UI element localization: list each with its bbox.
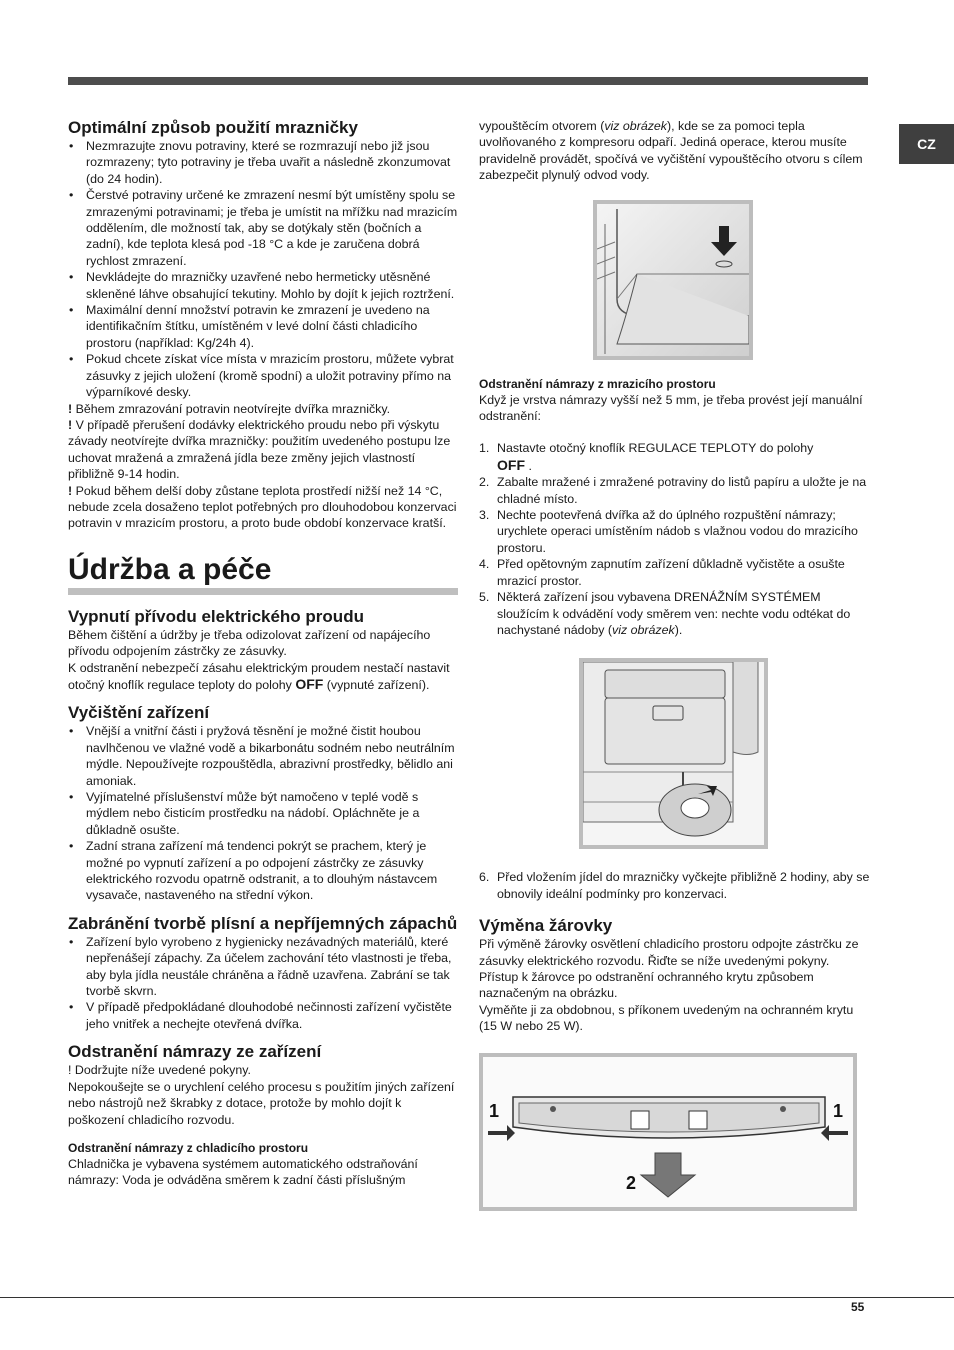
warning-icon: ! <box>68 483 73 498</box>
warning-note: ! Během zmrazování potravin neotvírejte dvířka mrazničky. <box>68 401 391 416</box>
label-1-left: 1 <box>489 1100 500 1121</box>
paragraph: ! Dodržujte níže uvedené pokyny. <box>68 1063 251 1078</box>
section-title-defrost: Odstranění námrazy ze zařízení <box>68 1042 322 1062</box>
bulb-figure <box>479 1053 857 1211</box>
paragraph: Při výměně žárovky osvětlení chladicího prostoru odpojte zástrčku ze zásuvky elektrického rozvodu. Řiďte se níže uvedenými pokyny. Přístup k žárovce po odstranění ochranného krytu způsobem naznačeným na obrázku. <box>479 937 859 1001</box>
top-rule <box>68 77 868 85</box>
left-column <box>68 118 458 1189</box>
list-item: • Maximální denní množství potravin ke zmrazení je uvedeno na identifikačním štítku, umístěném v levé dolní části chladicího prostoru (například: Kg/24h 4). <box>68 302 458 351</box>
list-item: • Pokud chcete získat více místa v mrazicím prostoru, můžete vybrat zásuvky z jejich uložení (kromě spodní) a uložit potraviny přímo na výparníkové desky. <box>68 351 458 400</box>
list-item: • Vyjímatelné příslušenství může být namočeno v teplé vodě s mýdlem nebo čisticím prostředku na nádobí. Opláchněte je a důkladně osušte. <box>68 789 458 838</box>
list-item: • V případě předpokládané dlouhodobé nečinnosti zařízení vyčistěte jeho vnitřek a nechejte otevřená dvířka. <box>68 999 458 1032</box>
bottom-rule <box>0 1297 954 1298</box>
subsection-title-freezer-defrost: Odstranění námrazy z mrazicího prostoru <box>479 376 716 391</box>
drain-hole-figure <box>593 200 753 360</box>
list-item: • Vnější a vnitřní části i pryžová těsnění je možné čistit houbou navlhčenou ve vlažné vodě a bikarbonátu sodném nebo neutrálním mýdle. Nepoužívejte rozpouštědla, abrazivní prostředky, bělidlo ani amoniak. <box>68 723 458 789</box>
list-item: 5. Některá zařízení jsou vybavena DRENÁŽNÍM SYSTÉMEM sloužícím k odvádění vody směrem ven: nechte vodu odtékat do nachystané nádoby (viz obrázek). <box>479 590 851 637</box>
section-title-bulb: Výměna žárovky <box>479 916 613 936</box>
off-label: OFF <box>295 675 324 692</box>
section-title-power-off: Vypnutí přívodu elektrického proudu <box>68 606 364 626</box>
list-item: • Čerstvé potraviny určené ke zmrazení nesmí být umístěny spolu se zmrazenými potravinami; je třeba je umístit na mřížku nad mrazicím oddělením, dle možností tak, aby se dotýkaly stěn (bočních a zadní), kde teplota klesá pod -18 °C a kde je zaručena dobrá rychlost zmrazení. <box>68 187 458 269</box>
mold-list <box>68 934 458 1032</box>
cleaning-list <box>68 723 458 903</box>
label-2: 2 <box>626 1172 637 1193</box>
freezer-use-list <box>68 138 458 401</box>
list-item: 6. Před vložením jídel do mrazničky vyčkejte přibližně 2 hodiny, aby se obnovily ideální podmínky pro konzervaci. <box>479 870 870 901</box>
paragraph: K odstranění nebezpečí zásahu elektrickým proudem nestačí nastavit otočný knoflík regulace teploty do polohy OFF (vypnuté zařízení). <box>68 660 450 692</box>
list-item: 3. Nechte pootevřená dvířka až do úplného rozpuštění námrazy; urychlete operaci umístěním nádob s vlažnou vodou do mrazicího prostoru. <box>479 508 858 555</box>
warning-icon: ! <box>68 401 73 416</box>
warning-note: ! Pokud během delší doby zůstane teplota prostředí nižší než 14 °C, nebude zcela dosaženo teplot potřebných pro dlouhodobou konzervaci potravin v mrazicím prostoru, a proto bude období konzervace kratší. <box>68 483 457 531</box>
list-item: 2. Zabalte mražené i zmražené potraviny do listů papíru a uložte je na chladné místo. <box>479 475 867 506</box>
label-1-right: 1 <box>833 1100 844 1121</box>
warning-icon: ! <box>68 417 73 432</box>
right-column <box>479 118 871 1211</box>
paragraph: vypouštěcím otvorem (viz obrázek), kde se za pomoci tepla uvolňovaného z kompresoru odpaří. Jediná operace, kterou musíte pravidelně provádět, spočívá ve vyčištění vypouštěcího otvoru s cílem zabezpečit plynulý odvod vody. <box>479 119 863 183</box>
list-item: • Nezmrazujte znovu potraviny, které se rozmrazují nebo již jsou rozmrazeny; tyto potraviny je třeba uvařit a následně zkonzumovat (do 24 hodin). <box>68 138 458 187</box>
list-item: 1. Nastavte otočný knoflík REGULACE TEPLOTY do polohy OFF . <box>479 441 814 473</box>
paragraph: Když je vrstva námrazy vyšší než 5 mm, je třeba provést její manuální odstranění: <box>479 392 863 424</box>
list-item: 4. Před opětovným zapnutím zařízení důkladně vyčistěte a osušte mrazicí prostor. <box>479 557 845 588</box>
paragraph: Vyměňte ji za obdobnou, s příkonem uvedeným na ochranném krytu (15 W nebo 25 W). <box>479 1002 854 1034</box>
section-title-cleaning: Vyčištění zařízení <box>68 703 210 723</box>
language-tab: CZ <box>899 124 954 164</box>
bulb-illustration <box>483 1057 853 1207</box>
main-heading: Údržba a péče <box>68 552 458 595</box>
defrost-steps-continued <box>479 869 871 902</box>
drainage-figure <box>579 658 768 849</box>
section-title-mold: Zabránění tvorbě plísní a nepříjemných zápachů <box>68 913 458 933</box>
list-item: • Zadní strana zařízení má tendenci pokrýt se prachem, který je možné po vypnutí zařízení a po odpojení zástrčky ze zásuvky elektrického rozvodu opatrně odstranit, a to dlouhým nástavcem vysavače, nastaveného na střední výkon. <box>68 838 458 904</box>
page-number: 55 <box>851 1300 865 1314</box>
paragraph: Chladnička je vybavena systémem automatického odstraňování námrazy: Voda je odváděna směrem k zadní části příslušným <box>68 1156 418 1188</box>
off-label: OFF <box>497 456 525 473</box>
warning-note: ! V případě přerušení dodávky elektrického proudu nebo při výskytu závady neotvírejte dvířka mrazničky: použitím uvedeného postupu lze uchovat mražená a zmražená jídla beze změny jejich vlastností přibližně 9-14 hodin. <box>68 417 451 482</box>
list-item: • Nevkládejte do mrazničky uzavřené nebo hermeticky utěsněné skleněné láhve obsahující tekutiny. Mohlo by dojít k jejich roztržení. <box>68 269 458 302</box>
subsection-title-fridge-defrost: Odstranění námrazy z chladicího prostoru <box>68 1140 309 1155</box>
paragraph: Nepokoušejte se o urychlení celého procesu s použitím jiných zařízení nebo nástrojů než škrabky z dotace, protože by mohlo dojít k poškození chladicího rozvodu. <box>68 1079 455 1127</box>
list-item: • Zařízení bylo vyrobeno z hygienicky nezávadných materiálů, které nepřenášejí zápachy. Za účelem zachování této vlastnosti je třeba, aby byla jídla neustále chráněna a řádně uzavřena. Zabrání se tak tvorbě skvrn. <box>68 934 458 1000</box>
drainage-illustration <box>583 662 764 845</box>
defrost-steps <box>479 440 871 638</box>
section-title-freezer-use: Optimální způsob použití mrazničky <box>68 118 358 137</box>
paragraph: Během čištění a údržby je třeba odizolovat zařízení od napájecího přívodu odpojením zástrčky ze zásuvky. <box>68 627 431 659</box>
drain-hole-illustration <box>597 204 749 356</box>
